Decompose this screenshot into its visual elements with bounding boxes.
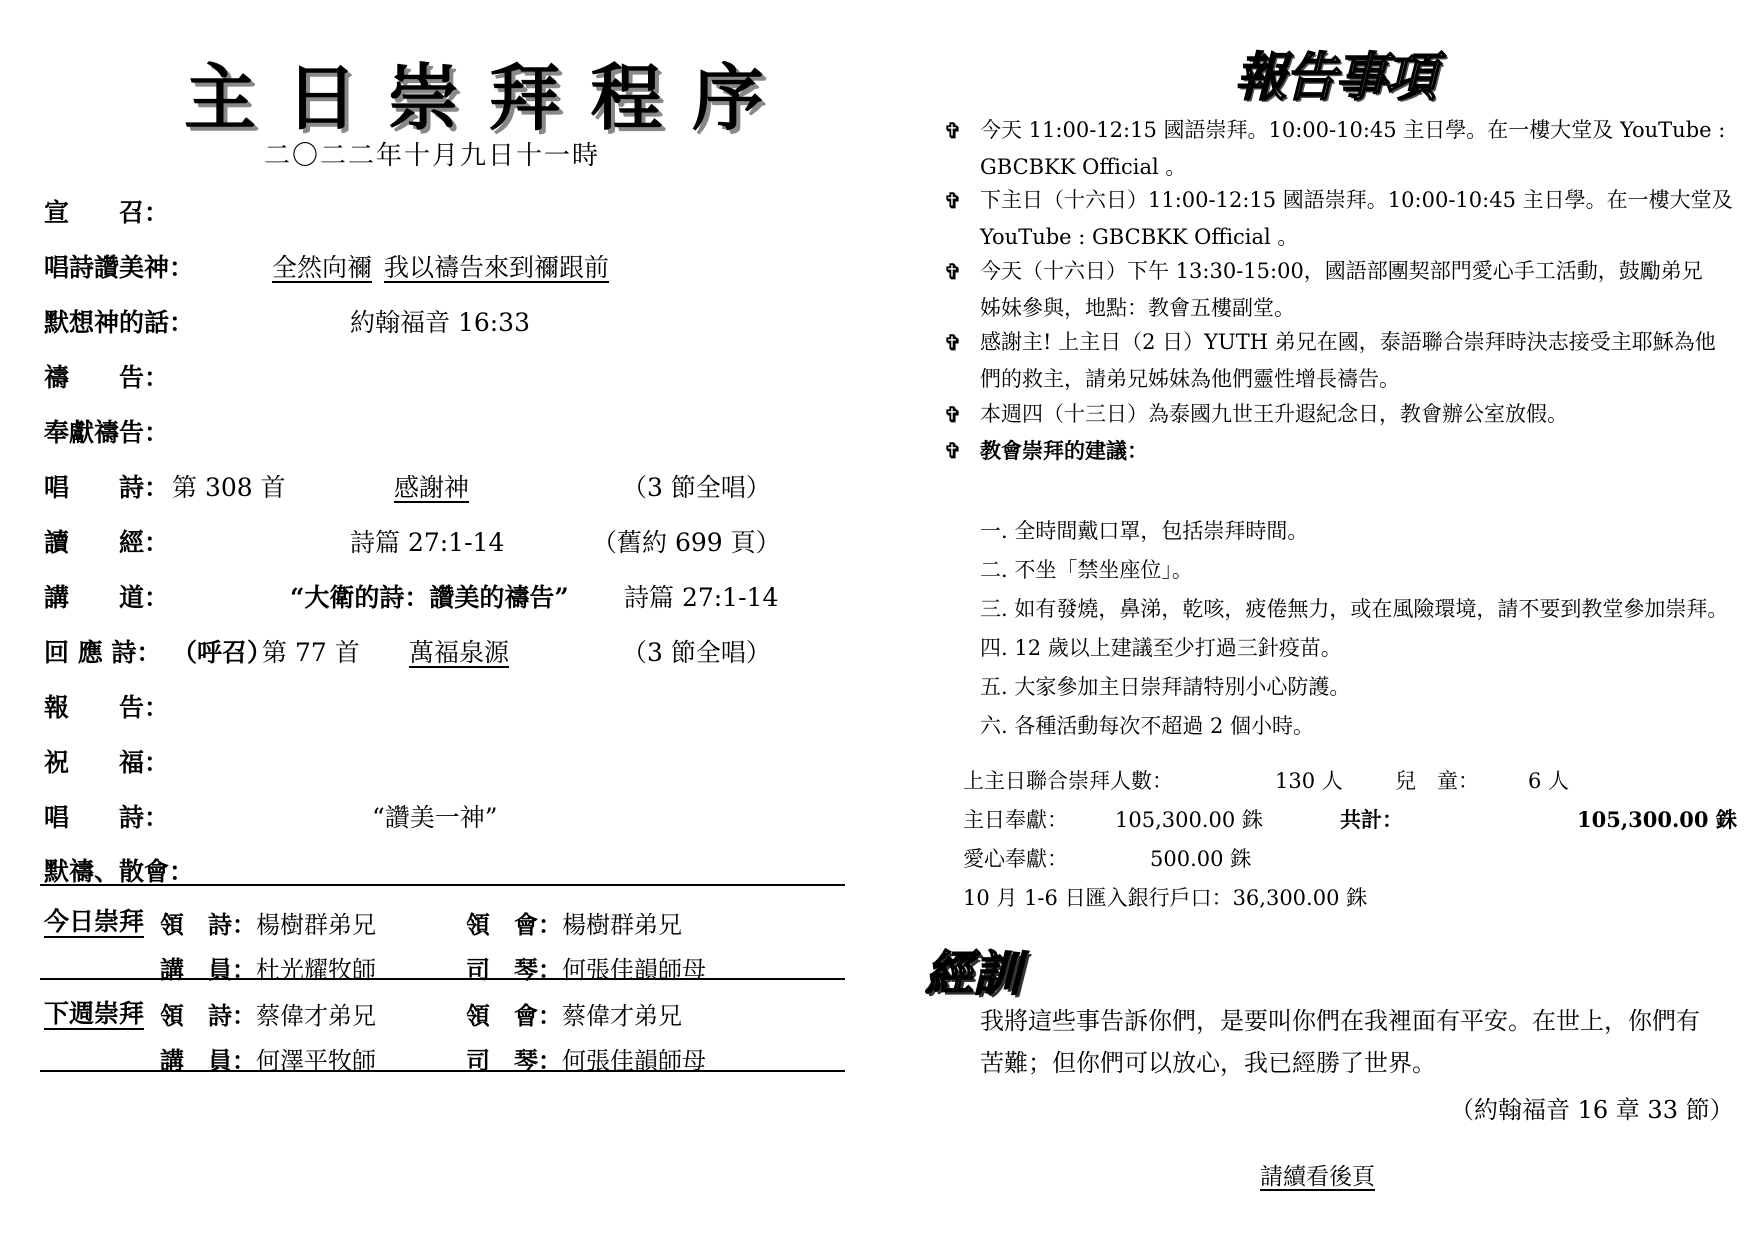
bank-deposit: 10 月 1-6 日匯入銀行戶口：36,300.00 銖 <box>963 886 1368 910</box>
order-label: 報 告： <box>44 693 170 722</box>
order-item-prayer <box>44 358 854 398</box>
duty-role: 司 琴： <box>466 1046 562 1075</box>
duty-role: 領 詩： <box>160 910 256 939</box>
offering-value: 105,300.00 銖 <box>1115 808 1263 832</box>
order-item-reading <box>44 523 854 563</box>
total-value: 105,300.00 銖 <box>1577 807 1737 832</box>
order-label: 祝 福： <box>44 748 170 777</box>
hymn-number: 第 77 首 <box>262 638 360 667</box>
announcement-line: 今天（十六日）下午 13:30-15:00，國語部團契部門愛心手工活動，鼓勵弟兄 <box>980 259 1703 283</box>
verse-reference: （約翰福音 16 章 33 節） <box>1450 1096 1734 1124</box>
order-label: 讀 經： <box>44 528 170 557</box>
worship-order-title <box>184 40 764 144</box>
announcements-page <box>925 0 1737 1241</box>
title-char: 拜 <box>488 55 561 140</box>
attendance-value: 130 人 <box>1275 769 1343 793</box>
suggestion-item: 六. 各種活動每次不超過 2 個小時。 <box>980 714 1315 738</box>
announcement-item <box>935 396 1735 433</box>
offering-label: 主日奉獻： <box>963 808 1068 832</box>
duty-role: 領 會： <box>466 910 562 939</box>
hymn-title: 感謝神 <box>394 473 470 502</box>
title-char: 日 <box>285 55 358 140</box>
duty-row <box>466 996 682 1031</box>
suggestion-item: 二. 不坐「禁坐座位」。 <box>980 558 1193 582</box>
order-label: 唱 詩： <box>44 803 170 832</box>
order-label: 唱 詩： <box>44 473 170 502</box>
announcement-item <box>935 253 1735 327</box>
announcement-line: 們的救主，請弟兄姊妹為他們靈性增長禱告。 <box>980 367 1400 391</box>
duty-role: 講 員： <box>160 1046 256 1075</box>
announcement-item <box>935 112 1735 186</box>
title-char: 序 <box>691 55 764 140</box>
reading-ref: 詩篇 27:1-14 <box>350 528 505 557</box>
duty-role: 講 員： <box>160 955 256 984</box>
divider <box>40 1070 845 1072</box>
order-label: 禱 告： <box>44 363 170 392</box>
suggestion-item: 四. 12 歲以上建議至少打過三針疫苗。 <box>980 636 1342 660</box>
duty-person: 何澤平牧師 <box>256 1047 376 1075</box>
duty-person: 楊樹群弟兄 <box>256 911 376 939</box>
verse-title: 經訓 <box>925 946 1022 1002</box>
order-item-meditation <box>44 303 854 343</box>
duty-person: 杜光耀牧師 <box>256 956 376 984</box>
announcements-title: 報告事項 <box>1235 47 1436 108</box>
order-label: 默禱、散會： <box>44 857 195 886</box>
announcement-line: 今天 11:00-12:15 國語崇拜。10:00-10:45 主日學。在一樓大堂及 YouTube : <box>980 118 1726 142</box>
cross-icon: ✞ <box>944 259 962 284</box>
order-label: 回 應 詩： <box>44 638 162 667</box>
closing-song-title: “讚美一神” <box>372 803 498 832</box>
order-item-sermon <box>44 578 854 618</box>
children-value: 6 人 <box>1528 769 1570 793</box>
announcement-line: 姊妹參與，地點：教會五樓副堂。 <box>980 296 1295 320</box>
order-label: 宣 召： <box>44 198 170 227</box>
hymn-title: 萬福泉源 <box>409 638 510 667</box>
announcement-line: YouTube : GBCBKK Official 。 <box>980 225 1299 249</box>
love-offering-label: 愛心奉獻： <box>963 847 1068 871</box>
announcement-line: 感謝主! 上主日（2 日）YUTH 弟兄在國，泰語聯合崇拜時決志接受主耶穌為他 <box>980 330 1716 354</box>
announcement-heading: 教會崇拜的建議： <box>980 438 1148 463</box>
order-item-hymn <box>44 468 854 508</box>
duty-person: 蔡偉才弟兄 <box>256 1002 376 1030</box>
order-item-benediction <box>44 743 854 783</box>
title-char: 主 <box>184 55 257 140</box>
cross-icon: ✞ <box>944 438 962 463</box>
announcement-line: GBCBKK Official 。 <box>980 155 1187 179</box>
order-label: 奉獻禱告： <box>44 418 170 447</box>
next-week-label: 下週崇拜 <box>44 999 145 1028</box>
duty-role: 司 琴： <box>466 955 562 984</box>
this-week-label: 今日崇拜 <box>44 907 145 936</box>
title-char: 程 <box>590 55 663 140</box>
hymn-number: 第 308 首 <box>172 473 286 502</box>
suggestion-item: 一. 全時間戴口罩，包括崇拜時間。 <box>980 519 1309 543</box>
hymn-verses: （3 節全唱） <box>622 638 771 667</box>
divider <box>40 978 845 980</box>
announcement-item <box>935 182 1735 256</box>
sermon-ref: 詩篇 27:1-14 <box>624 583 779 612</box>
duty-row <box>160 905 376 940</box>
reading-page: （舊約 699 頁） <box>592 528 781 557</box>
response-call: （呼召） <box>172 638 273 667</box>
attendance-label: 上主日聯合崇拜人數： <box>963 769 1173 793</box>
children-label: 兒 童： <box>1395 769 1479 793</box>
announcement-item <box>935 432 1735 469</box>
divider <box>40 884 845 886</box>
duty-row <box>160 996 376 1031</box>
love-offering-value: 500.00 銖 <box>1150 847 1252 871</box>
order-item-dismissal <box>44 852 854 892</box>
sermon-title: “大衛的詩：讚美的禱告” <box>290 583 569 612</box>
worship-order-page <box>44 0 854 1241</box>
announcement-item <box>935 324 1735 398</box>
verse-text: 我將這些事告訴你們，是要叫你們在我裡面有平安。在世上，你們有苦難；但你們可以放心，我已經勝了世界。 <box>980 1007 1700 1077</box>
suggestion-item: 五. 大家參加主日崇拜請特別小心防護。 <box>980 675 1351 699</box>
continue-note: 請續看後頁 <box>1260 1164 1375 1190</box>
duty-person: 何張佳韻師母 <box>562 956 706 984</box>
duty-row <box>466 905 682 940</box>
cross-icon: ✞ <box>944 118 962 143</box>
service-date: 二〇二二年十月九日十一時 <box>264 141 601 171</box>
announcement-line: 本週四（十三日）為泰國九世王升遐紀念日，教會辦公室放假。 <box>980 402 1568 426</box>
cross-icon: ✞ <box>944 188 962 213</box>
cross-icon: ✞ <box>944 330 962 355</box>
order-item-response-hymn <box>44 633 854 673</box>
song-title: 全然向禰 <box>272 253 373 282</box>
order-item-offering-prayer <box>44 413 854 453</box>
duty-person: 何張佳韻師母 <box>562 1047 706 1075</box>
hymn-verses: （3 節全唱） <box>622 473 771 502</box>
order-item-closing-song <box>44 798 854 838</box>
order-item-call <box>44 193 854 233</box>
suggestion-item: 三. 如有發燒，鼻涕，乾咳，疲倦無力，或在風險環境，請不要到教堂參加崇拜。 <box>980 597 1729 621</box>
duty-person: 楊樹群弟兄 <box>562 911 682 939</box>
cross-icon: ✞ <box>944 402 962 427</box>
duty-role: 領 詩： <box>160 1001 256 1030</box>
title-char: 崇 <box>387 55 460 140</box>
order-item-announcements <box>44 688 854 728</box>
song-title: 我以禱告來到禰跟前 <box>384 253 610 282</box>
order-label: 唱詩讚美神： <box>44 253 195 282</box>
order-label: 講 道： <box>44 583 170 612</box>
announcement-line: 下主日（十六日）11:00-12:15 國語崇拜。10:00-10:45 主日學。在一樓大堂及 <box>980 188 1733 212</box>
order-label: 默想神的話： <box>44 308 195 337</box>
duty-person: 蔡偉才弟兄 <box>562 1002 682 1030</box>
duty-role: 領 會： <box>466 1001 562 1030</box>
order-item-praise-songs <box>44 248 854 288</box>
scripture-ref: 約翰福音 16:33 <box>350 308 530 337</box>
total-label: 共計： <box>1340 807 1403 832</box>
